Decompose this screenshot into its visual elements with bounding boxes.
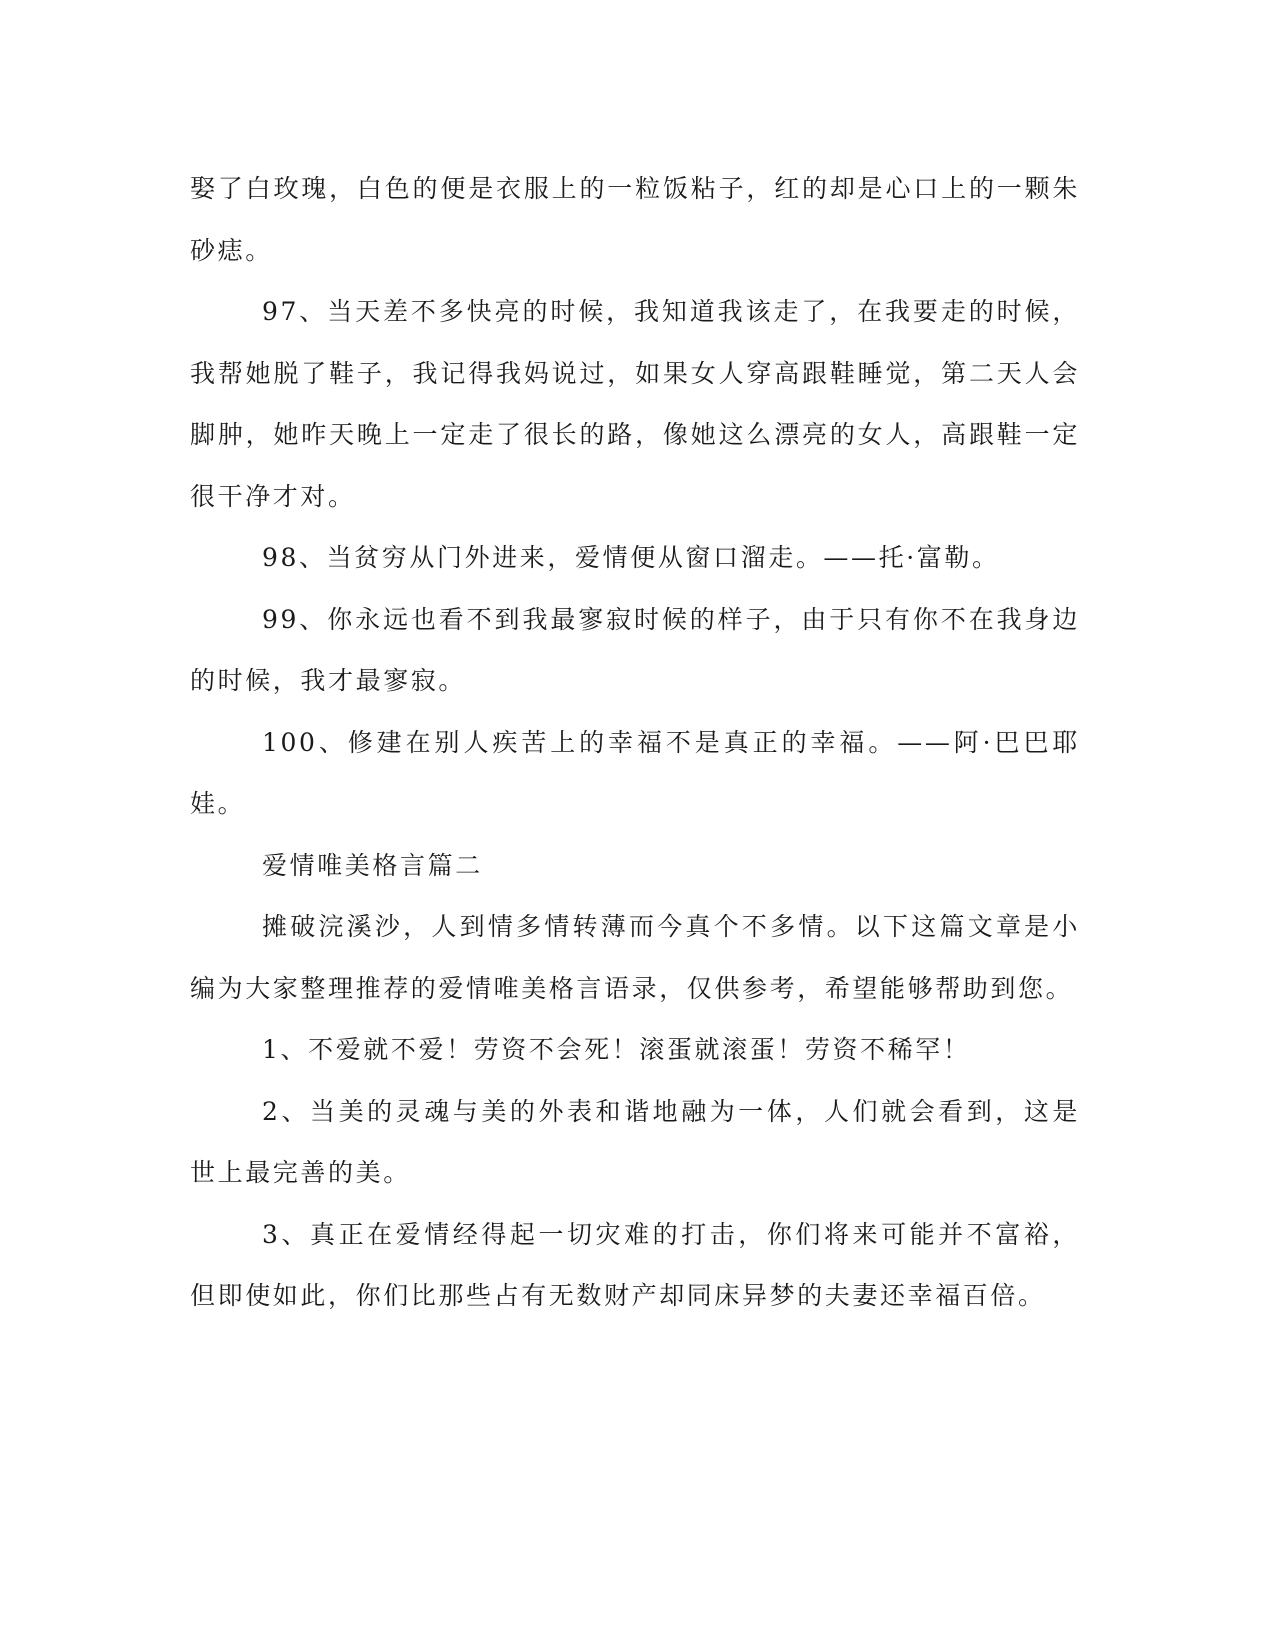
paragraph-quote-99: 99、你永远也看不到我最寥寂时候的样子，由于只有你不在我身边的时候，我才最寥寂。 [190, 604, 1080, 695]
section-heading: 爱情唯美格言篇二 [262, 850, 483, 880]
paragraph-quote-98: 98、当贫穷从门外进来，爱情便从窗口溜走。——托·富勒。 [262, 543, 1000, 572]
paragraph-intro: 摊破浣溪沙，人到情多情转薄而今真个不多情。以下这篇文章是小编为大家整理推荐的爱情唯美格言语录，仅供参考，希望能够帮助到您。 [190, 912, 1080, 1003]
paragraph-quote-2: 2、当美的灵魂与美的外表和谐地融为一体，人们就会看到，这是世上最完善的美。 [190, 1096, 1080, 1187]
paragraph-quote-1: 1、不爱就不爱！劳资不会死！滚蛋就滚蛋！劳资不稀罕！ [262, 1035, 971, 1064]
document-body [190, 158, 1080, 1327]
paragraph-continuation: 娶了白玫瑰，白色的便是衣服上的一粒饭粘子，红的却是心口上的一颗朱砂痣。 [190, 174, 1080, 265]
paragraph-quote-97: 97、当天差不多快亮的时候，我知道我该走了，在我要走的时候，我帮她脱了鞋子，我记得我妈说过，如果女人穿高跟鞋睡觉，第二天人会脚肿，她昨天晚上一定走了很长的路，像她这么漂亮的女人，高跟鞋一定很干净才对。 [190, 297, 1080, 511]
paragraph-quote-3: 3、真正在爱情经得起一切灾难的打击，你们将来可能并不富裕，但即使如此，你们比那些占有无数财产却同床异梦的夫妻还幸福百倍。 [190, 1219, 1080, 1310]
paragraph-quote-100: 100、修建在别人疾苦上的幸福不是真正的幸福。——阿·巴巴耶娃。 [190, 727, 1080, 818]
